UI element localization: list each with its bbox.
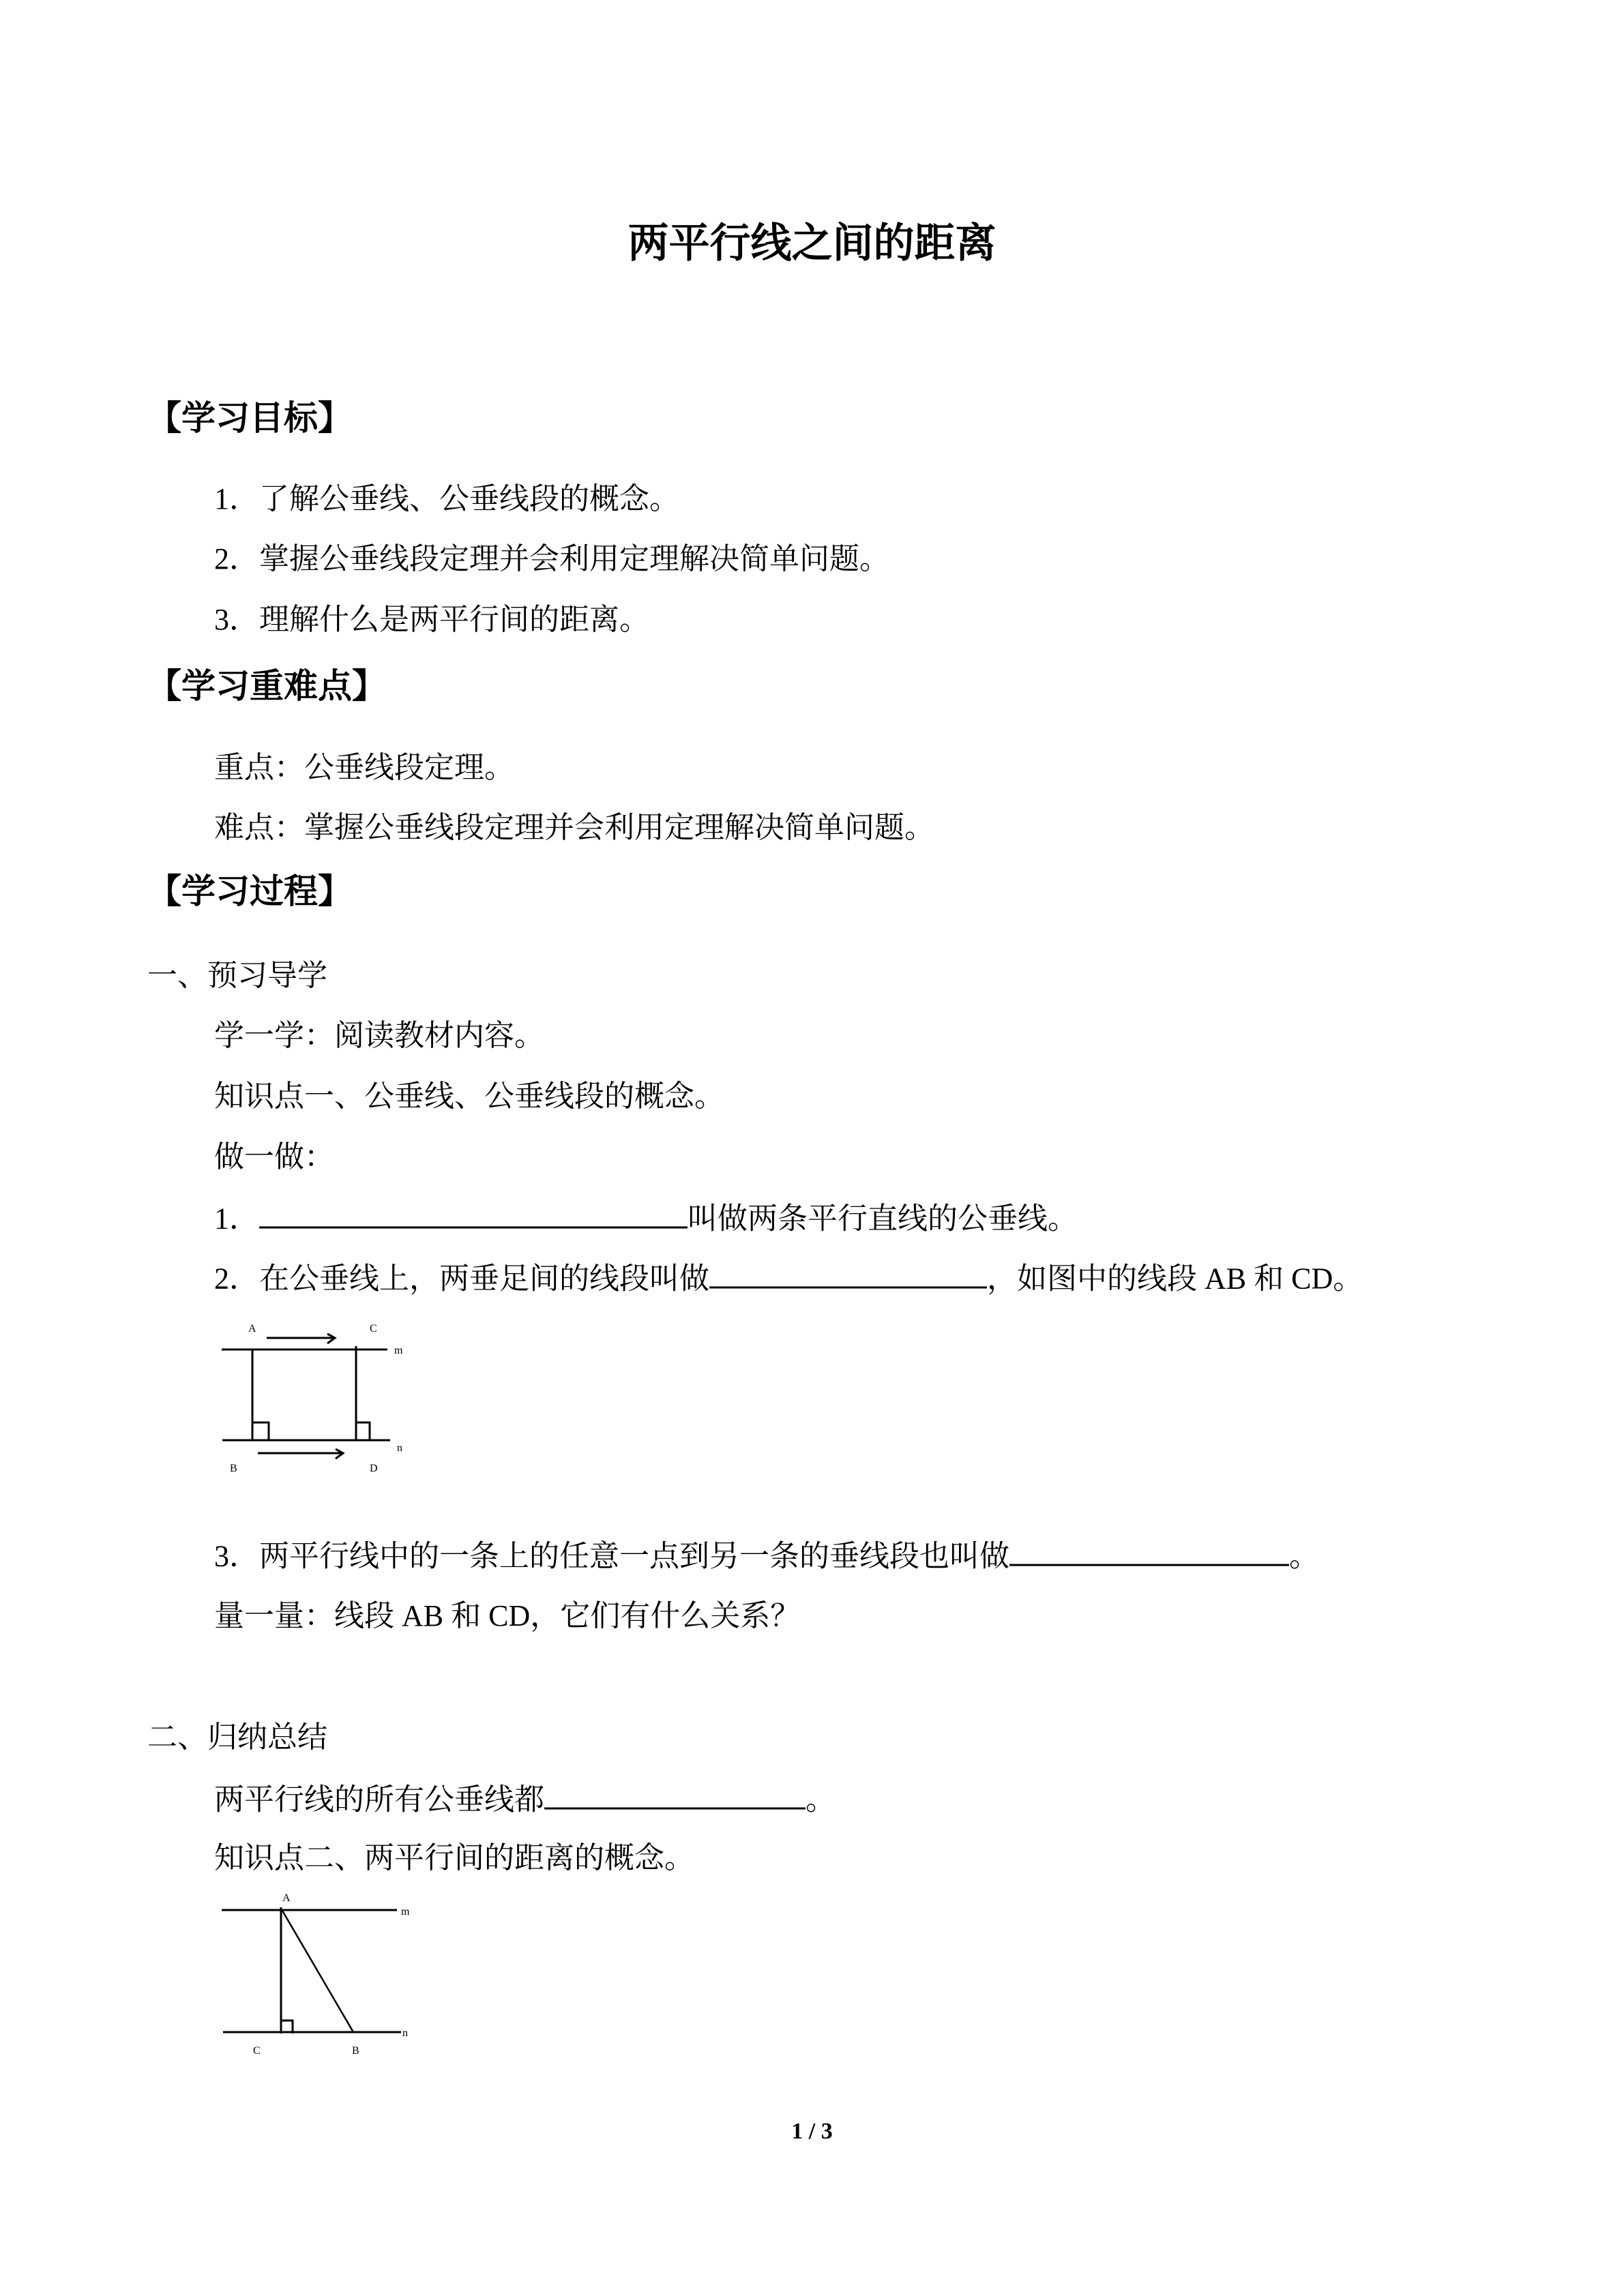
study-text: 学一学：阅读教材内容。 — [214, 1019, 544, 1052]
answer-blank[interactable] — [259, 1197, 688, 1229]
goal-item: 1．了解公垂线、公垂线段的概念。 — [214, 482, 679, 516]
label-a: A — [248, 1323, 256, 1335]
part2-heading: 二、归纳总结 — [147, 1720, 327, 1754]
answer-blank[interactable] — [1009, 1534, 1289, 1566]
label-d: D — [370, 1463, 378, 1474]
label-b: B — [352, 2045, 359, 2057]
figure-distance-between-parallels — [205, 1889, 437, 2080]
goals-heading: 【学习目标】 — [147, 399, 352, 437]
label-m: m — [394, 1345, 403, 1356]
q1-suffix: 叫做两条平行直线的公垂线。 — [688, 1202, 1078, 1236]
question-2 — [214, 1257, 1363, 1300]
label-b: B — [230, 1463, 237, 1474]
right-angle-mark — [252, 1422, 269, 1440]
process-heading: 【学习过程】 — [147, 872, 352, 910]
q2-suffix: ，如图中的线段 AB 和 CD。 — [987, 1262, 1363, 1296]
question-3 — [214, 1534, 1319, 1577]
q3-prefix: 3．两平行线中的一条上的任意一点到另一条的垂线段也叫做 — [214, 1539, 1009, 1573]
label-m: m — [401, 1906, 410, 1918]
point2-text: 知识点二、两平行间的距离的概念。 — [214, 1841, 694, 1875]
segment-ab — [282, 1911, 353, 2032]
summary-suffix: 。 — [806, 1783, 836, 1817]
focus-text: 重点：公垂线段定理。 — [214, 751, 514, 784]
q2-prefix: 2．在公垂线上，两垂足间的线段叫做 — [214, 1262, 709, 1296]
page-number: 1 / 3 — [791, 2119, 833, 2144]
label-n: n — [397, 1442, 402, 1454]
right-angle-mark — [356, 1422, 370, 1440]
q1-prefix: 1． — [214, 1202, 259, 1236]
key-heading: 【学习重难点】 — [147, 667, 386, 705]
label-n: n — [402, 2027, 408, 2039]
answer-blank[interactable] — [709, 1257, 987, 1289]
do-text: 做一做： — [214, 1140, 334, 1174]
figure-parallel-lines-perpendiculars — [205, 1309, 437, 1500]
label-a: A — [282, 1892, 291, 1904]
measure-text: 量一量：线段 AB 和 CD，它们有什么关系？ — [214, 1599, 801, 1632]
goal-item: 3．理解什么是两平行间的距离。 — [214, 603, 649, 636]
q3-suffix: 。 — [1289, 1539, 1319, 1573]
difficulty-text: 难点：掌握公垂线段定理并会利用定理解决简单问题。 — [214, 811, 934, 844]
summary — [214, 1778, 836, 1821]
question-1 — [214, 1197, 1078, 1240]
page-title: 两平行线之间的距离 — [628, 221, 996, 266]
part1-heading: 一、预习导学 — [147, 959, 327, 992]
summary-prefix: 两平行线的所有公垂线都 — [214, 1783, 544, 1817]
point1-text: 知识点一、公垂线、公垂线段的概念。 — [214, 1079, 724, 1113]
label-c: C — [370, 1323, 377, 1335]
answer-blank[interactable] — [544, 1778, 806, 1810]
goal-item: 2．掌握公垂线段定理并会利用定理解决简单问题。 — [214, 542, 889, 576]
label-c: C — [253, 2045, 261, 2057]
